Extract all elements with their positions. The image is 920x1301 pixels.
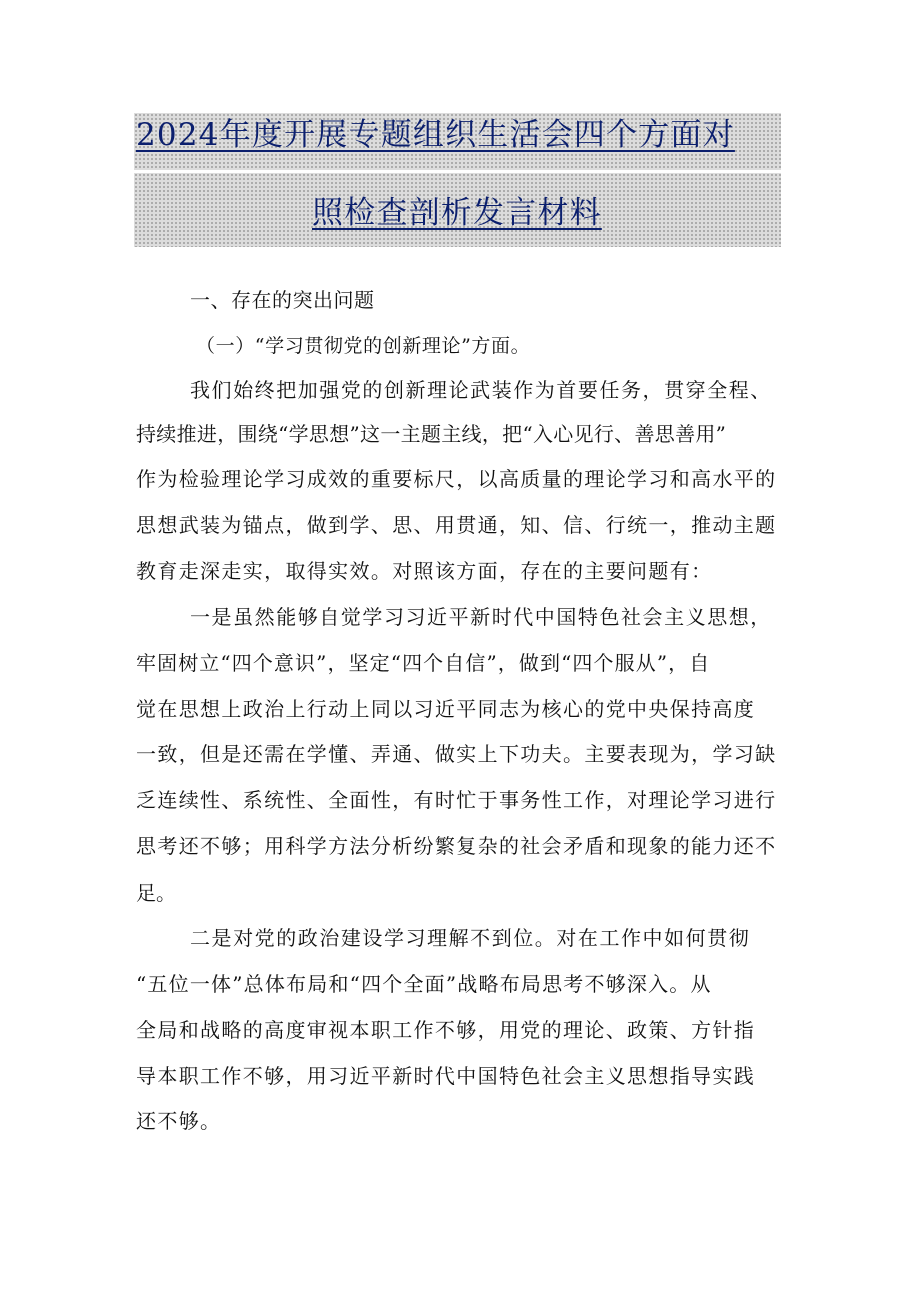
paragraph-2-line: 足。: [136, 881, 176, 905]
paragraph-3-line: 还不够。: [136, 1109, 222, 1133]
paragraph-2-line: 觉在思想上政治上行动上同以习近平同志为核心的党中央保持高度: [136, 697, 756, 721]
paragraph-1-line: 教育走深走实，取得实效。对照该方面，存在的主要问题有：: [136, 559, 713, 583]
title-divider: [134, 170, 781, 173]
paragraph-2-line: 乏连续性、系统性、全面性，有时忙于事务性工作，对理论学习进行: [136, 788, 777, 812]
section-heading: 一、存在的突出问题: [190, 288, 375, 312]
paragraph-1-line: 思想武装为锚点，做到学、思、用贯通，知、信、行统一，推动主题: [136, 513, 777, 537]
paragraph-2-line: 一致，但是还需在学懂、弄通、做实上下功夫。主要表现为，学习缺: [136, 742, 777, 766]
paragraph-1-line: 作为检验理论学习成效的重要标尺，以高质量的理论学习和高水平的: [136, 467, 777, 491]
document-title-line-1[interactable]: 2024年度开展专题组织生活会四个方面对: [136, 117, 735, 153]
paragraph-2-line: 一是虽然能够自觉学习习近平新时代中国特色社会主义思想，: [190, 605, 772, 629]
paragraph-3-line: 二是对党的政治建设学习理解不到位。对在工作中如何贯彻: [190, 926, 751, 950]
subsection-heading: （一）“学习贯彻党的创新理论”方面。: [196, 335, 531, 357]
paragraph-2-line: 牢固树立“四个意识”，坚定“四个自信”，做到“四个服从”，自: [136, 651, 711, 675]
paragraph-1-line: 我们始终把加强党的创新理论武装作为首要任务，贯穿全程、: [190, 378, 772, 402]
paragraph-1-line: 持续推进，围绕“学思想”这一主题主线，把“入心见行、善思善用”: [136, 422, 727, 446]
paragraph-3-line: 全局和战略的高度审视本职工作不够，用党的理论、政策、方针指: [136, 1018, 756, 1042]
paragraph-3-line: 导本职工作不够，用习近平新时代中国特色社会主义思想指导实践: [136, 1064, 756, 1088]
paragraph-2-line: 思考还不够；用科学方法分析纷繁复杂的社会矛盾和现象的能力还不: [136, 834, 777, 858]
document-title-line-2[interactable]: 照检查剖析发言材料: [312, 195, 602, 231]
paragraph-3-line: “五位一体”总体布局和“四个全面”战略布局思考不够深入。从: [136, 972, 712, 996]
